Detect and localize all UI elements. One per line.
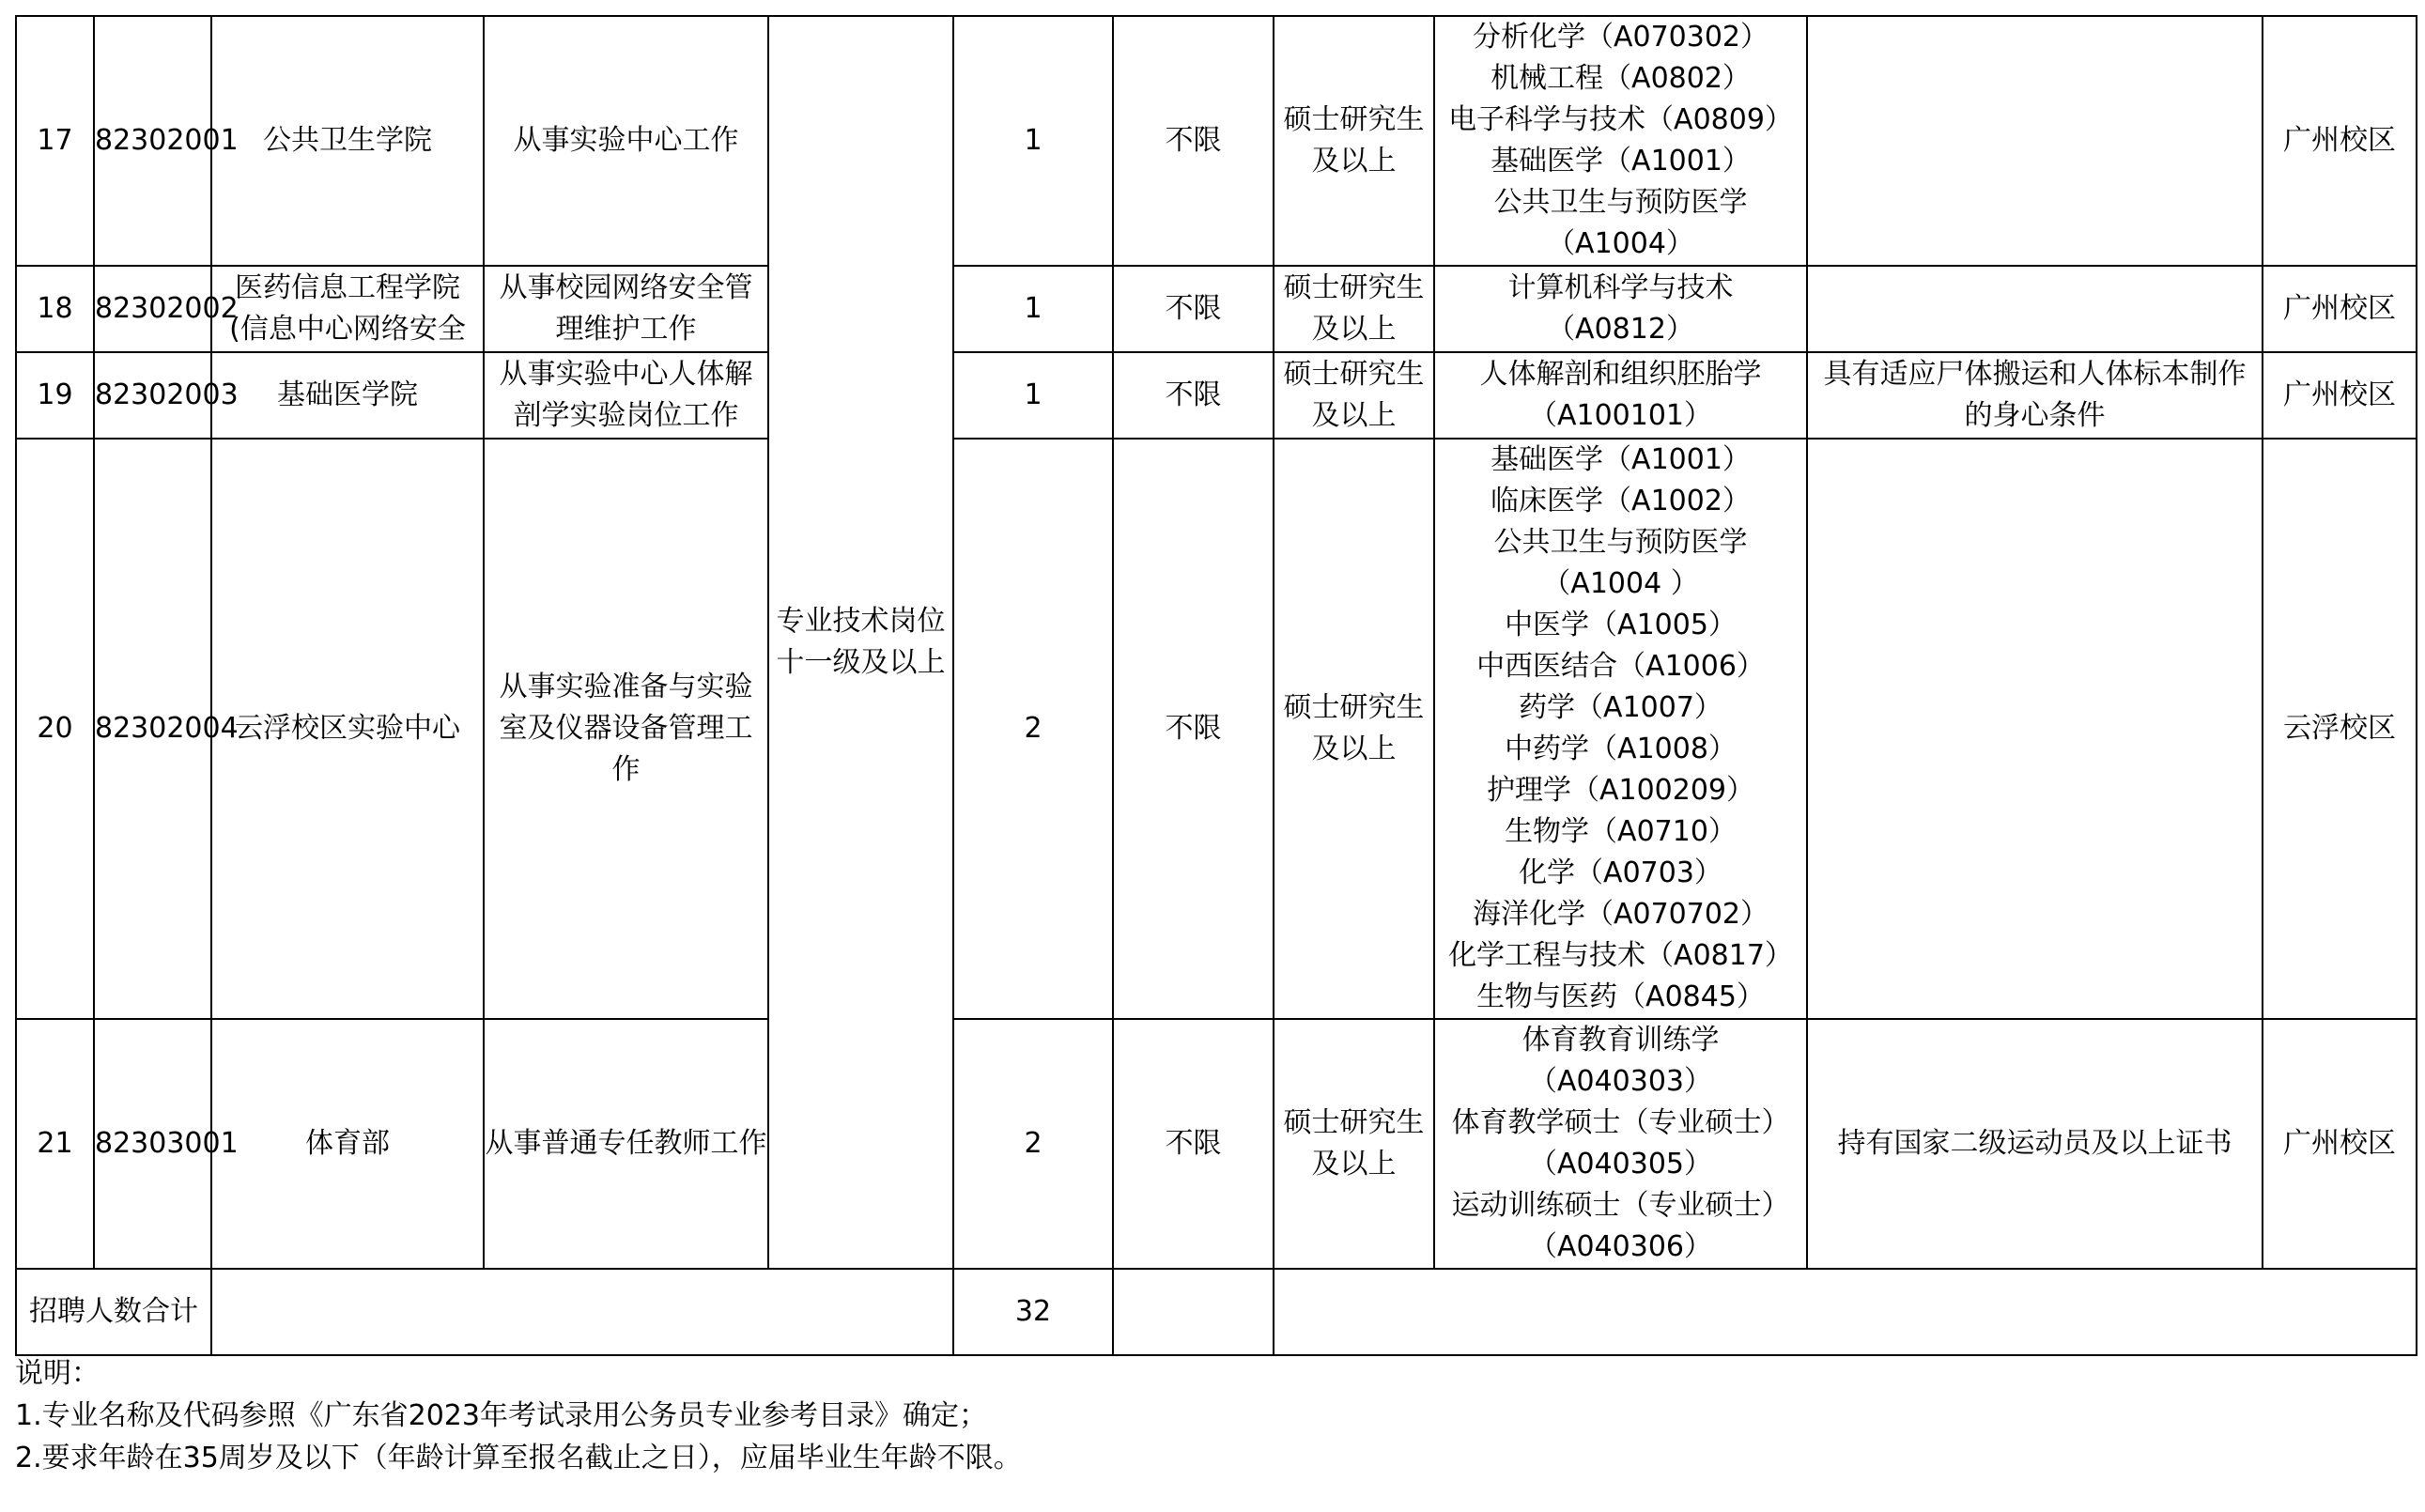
total-label: 招聘人数合计 [16,1269,211,1355]
hire-count: 2 [953,439,1113,1019]
department: 公共卫生学院 [211,16,484,266]
other-requirements: 持有国家二级运动员及以上证书 [1807,1019,2263,1269]
education: 硕士研究生 及以上 [1274,439,1434,1019]
age-limit: 不限 [1113,1019,1274,1269]
majors: 分析化学（A070302） 机械工程（A0802） 电子科学与技术（A0809） 基础医学（A1001） 公共卫生与预防医学 （A1004） [1434,16,1807,266]
hire-count: 2 [953,1019,1113,1269]
job-duty: 从事实验中心工作 [484,16,768,266]
hire-count: 1 [953,266,1113,352]
hire-count: 1 [953,16,1113,266]
note-item: 1.专业名称及代码参照《广东省2023年考试录用公务员专业参考目录》确定； [15,1399,987,1432]
table-row [16,1019,2417,1269]
table-row [16,352,2417,439]
position-code: 82302003 [94,352,211,439]
education: 硕士研究生 及以上 [1274,266,1434,352]
row-number: 19 [16,352,94,439]
table-row [16,266,2417,352]
department: 基础医学院 [211,352,484,439]
other-requirements [1807,439,2263,1019]
post-level: 专业技术岗位 十一级及以上 [768,16,953,1269]
job-duty: 从事实验中心人体解 剖学实验岗位工作 [484,352,768,439]
other-requirements: 具有适应尸体搬运和人体标本制作 的身心条件 [1807,352,2263,439]
department: 体育部 [211,1019,484,1269]
age-limit: 不限 [1113,439,1274,1019]
other-requirements [1807,266,2263,352]
department: 云浮校区实验中心 [211,439,484,1019]
total-row [16,1269,2417,1355]
other-requirements [1807,16,2263,266]
note-item: 2.要求年龄在35周岁及以下（年龄计算至报名截止之日），应届毕业生年龄不限。 [15,1442,1022,1474]
row-number: 20 [16,439,94,1019]
majors: 计算机科学与技术 （A0812） [1434,266,1807,352]
table-row [16,439,2417,1019]
position-code: 82303001 [94,1019,211,1269]
education: 硕士研究生 及以上 [1274,352,1434,439]
campus: 云浮校区 [2263,439,2417,1019]
campus: 广州校区 [2263,1019,2417,1269]
hire-count: 1 [953,352,1113,439]
row-number: 21 [16,1019,94,1269]
age-limit: 不限 [1113,266,1274,352]
row-number: 17 [16,16,94,266]
education: 硕士研究生 及以上 [1274,16,1434,266]
position-code: 82302001 [94,16,211,266]
total-empty [211,1269,953,1355]
majors: 人体解剖和组织胚胎学 （A100101） [1434,352,1807,439]
age-limit: 不限 [1113,16,1274,266]
job-duty: 从事普通专任教师工作 [484,1019,768,1269]
campus: 广州校区 [2263,266,2417,352]
age-limit: 不限 [1113,352,1274,439]
job-duty: 从事实验准备与实验 室及仪器设备管理工 作 [484,439,768,1019]
education: 硕士研究生 及以上 [1274,1019,1434,1269]
campus: 广州校区 [2263,352,2417,439]
total-empty [1113,1269,1274,1355]
total-value: 32 [953,1269,1113,1355]
total-empty [1274,1269,2417,1355]
position-code: 82302004 [94,439,211,1019]
notes [15,1352,1022,1479]
campus: 广州校区 [2263,16,2417,266]
row-number: 18 [16,266,94,352]
recruitment-table [15,15,2417,1356]
majors: 体育教育训练学 （A040303） 体育教学硕士（专业硕士） （A040305） 运动训练硕士（专业硕士） （A040306） [1434,1019,1807,1269]
department: 医药信息工程学院 (信息中心网络安全 [211,266,484,352]
job-duty: 从事校园网络安全管 理维护工作 [484,266,768,352]
majors: 基础医学（A1001） 临床医学（A1002） 公共卫生与预防医学 （A1004 ） 中医学（A1005） 中西医结合（A1006） 药学（A1007） 中药学（A1008） 护理学（A100209） 生物学（A0710） 化学（A0703） 海洋化学（A070702） 化学工程与技术（A0817） 生物与医药（A0845） [1434,439,1807,1019]
table-row [16,16,2417,266]
position-code: 82302002 [94,266,211,352]
notes-title: 说明： [15,1357,100,1390]
